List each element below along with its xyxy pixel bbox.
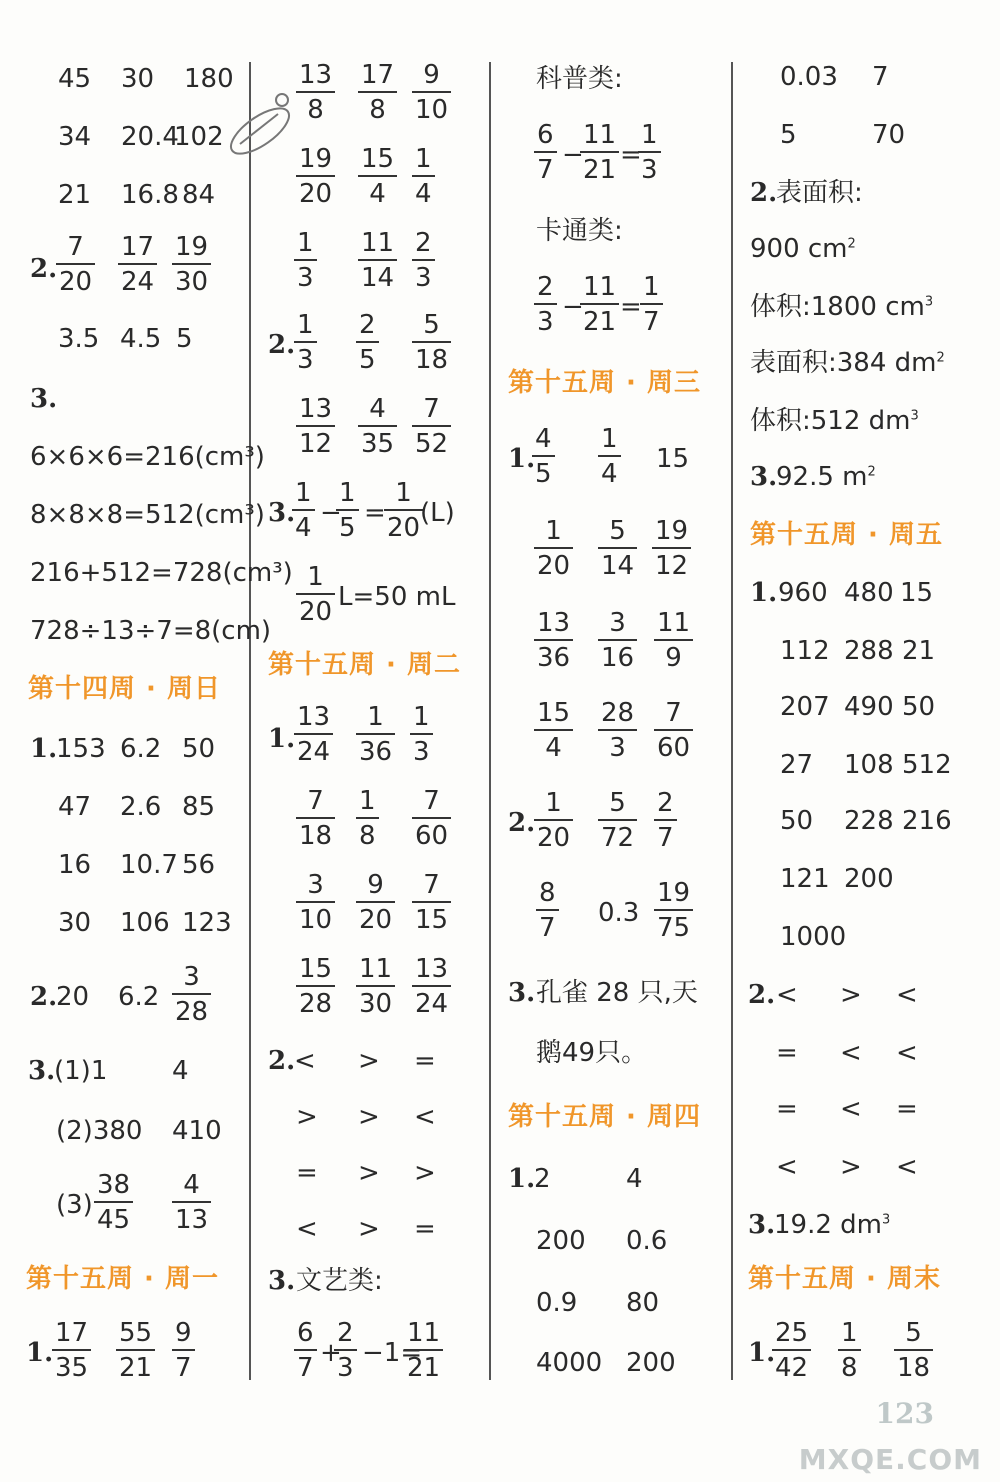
question-number: 2. [268, 330, 296, 360]
fraction: $\frac{15}{4}$ [534, 700, 573, 761]
equals-sign: = [364, 498, 386, 528]
question-number: 3. [508, 978, 536, 1008]
fraction: $\frac{11}{21}$ [580, 274, 619, 335]
fraction: $\frac{1}{20}$ [296, 564, 335, 625]
fraction: $\frac{17}{24}$ [118, 234, 157, 295]
fraction: $\frac{3}{10}$ [296, 872, 335, 933]
fraction: $\frac{9}{10}$ [412, 62, 451, 123]
fraction: $\frac{1}{20}$ [534, 518, 573, 579]
fraction: $\frac{11}{14}$ [358, 230, 397, 291]
section-heading: 第十五周 · 周三 [508, 368, 701, 398]
answer-text: 表面积:384 $dm^2$ [750, 348, 945, 378]
answer-text: 鹅49只。 [536, 1038, 648, 1068]
value: (2)380 [56, 1116, 143, 1146]
fraction: $\frac{7}{15}$ [412, 872, 451, 933]
category-label: 文艺类: [296, 1266, 383, 1296]
value: 180 [184, 64, 234, 94]
fraction: $\frac{19}{75}$ [654, 880, 693, 941]
answer-text: 表面积: [776, 178, 863, 208]
question-number: 3. [268, 1266, 296, 1296]
fraction: $\frac{7}{60}$ [412, 788, 451, 849]
fraction: $\frac{2}{7}$ [654, 790, 677, 851]
value: 0.3 [598, 898, 640, 928]
fraction: $\frac{1}{7}$ [640, 274, 663, 335]
fraction: $\frac{9}{20}$ [356, 872, 395, 933]
question-number: 1. [508, 444, 536, 474]
fraction: $\frac{1}{8}$ [356, 788, 379, 849]
value: 15 [656, 444, 690, 474]
minus-sign: − [320, 498, 342, 528]
column-divider-3 [731, 62, 733, 1380]
fraction: $\frac{8}{7}$ [536, 880, 559, 941]
fraction: $\frac{7}{60}$ [654, 700, 693, 761]
question-number: 1. [508, 1164, 536, 1194]
fraction: $\frac{1}{5}$ [336, 480, 359, 541]
fraction: $\frac{1}{20}$ [534, 790, 573, 851]
fraction: $\frac{6}{7}$ [294, 1320, 317, 1381]
page-number: 123 [875, 1397, 934, 1430]
equals-sign: = [620, 140, 642, 170]
category-label: 卡通类: [536, 216, 623, 246]
question-number: 1. [26, 1338, 54, 1368]
fraction: $\frac{13}{24}$ [412, 956, 451, 1017]
fraction: $\frac{1}{3}$ [410, 704, 433, 765]
calc-line: 6×6×6=216(cm³) [30, 442, 265, 472]
fraction: $\frac{7}{18}$ [296, 788, 335, 849]
fraction: $\frac{28}{3}$ [598, 700, 637, 761]
question-number: 2. [750, 178, 778, 208]
watermark: MXQE.COM [798, 1443, 982, 1476]
fraction: $\frac{2}{3}$ [412, 230, 435, 291]
value: 34 [58, 122, 92, 152]
fraction: $\frac{19}{12}$ [652, 518, 691, 579]
value: (3) [56, 1190, 93, 1220]
value: 410 [172, 1116, 222, 1146]
fraction: $\frac{38}{45}$ [94, 1172, 133, 1233]
fraction: $\frac{25}{42}$ [772, 1320, 811, 1381]
equals-sign: = [620, 292, 642, 322]
value: 6.2 [118, 982, 160, 1012]
value: 5 [176, 324, 193, 354]
calc-line: 8×8×8=512(cm³) [30, 500, 265, 530]
fraction: $\frac{2}{3}$ [334, 1320, 357, 1381]
fraction: $\frac{7}{20}$ [56, 234, 95, 295]
fraction: $\frac{4}{35}$ [358, 396, 397, 457]
fraction: $\frac{19}{20}$ [296, 146, 335, 207]
fraction: $\frac{1}{4}$ [412, 146, 435, 207]
answer-text: 19.2 $dm^3$ [774, 1210, 891, 1240]
question-number: 1. [748, 1338, 776, 1368]
question-number: 1. [30, 734, 58, 764]
category-label: 科普类: [536, 64, 623, 94]
question-number: 1. [268, 724, 296, 754]
calc-line: 728÷13÷7=8(cm) [30, 616, 272, 646]
question-number: 3. [268, 498, 296, 528]
fraction: $\frac{4}{5}$ [532, 426, 555, 487]
answer-text: 孔雀 28 只,天 [536, 978, 698, 1008]
value: 4 [172, 1056, 189, 1086]
fraction: $\frac{1}{4}$ [598, 426, 621, 487]
fraction: $\frac{11}{21}$ [404, 1320, 443, 1381]
fraction: $\frac{1}{20}$ [384, 480, 423, 541]
question-number: 2. [748, 980, 776, 1010]
fraction: $\frac{17}{35}$ [52, 1320, 91, 1381]
fraction: $\frac{5}{14}$ [598, 518, 637, 579]
question-number: 2. [30, 982, 58, 1012]
value: 84 [182, 180, 216, 210]
question-number: 2. [268, 1046, 296, 1076]
fraction: $\frac{11}{30}$ [356, 956, 395, 1017]
value: 4.5 [120, 324, 162, 354]
fraction: $\frac{1}{3}$ [294, 230, 317, 291]
column-divider-2 [489, 62, 491, 1380]
value: 21 [58, 180, 92, 210]
question-number: 2. [508, 808, 536, 838]
fraction: $\frac{19}{30}$ [172, 234, 211, 295]
value: 30 [121, 64, 155, 94]
value: 45 [58, 64, 92, 94]
fraction: $\frac{1}{36}$ [356, 704, 395, 765]
answer-text: L=50 mL [338, 582, 456, 612]
fraction: $\frac{15}{28}$ [296, 956, 335, 1017]
answer-text: 体积:1800 $cm^3$ [750, 292, 934, 322]
question-number: 2. [30, 254, 58, 284]
question-number: 3. [748, 1210, 776, 1240]
question-number: 3. [28, 1056, 56, 1086]
minus-sign: − [562, 140, 584, 170]
section-heading: 第十五周 · 周四 [508, 1102, 701, 1132]
fraction: $\frac{55}{21}$ [116, 1320, 155, 1381]
fraction: $\frac{6}{7}$ [534, 122, 557, 183]
answer-text: 900 $cm^2$ [750, 234, 856, 264]
unit: (L) [420, 498, 455, 528]
value: 102 [174, 122, 224, 152]
pencil-doodle-icon [220, 86, 300, 186]
fraction: $\frac{7}{52}$ [412, 396, 451, 457]
value: 3.5 [58, 324, 100, 354]
operator: −1= [362, 1338, 423, 1368]
fraction: $\frac{13}{24}$ [294, 704, 333, 765]
section-heading: 第十五周 · 周一 [26, 1264, 219, 1294]
answer-text: 体积:512 $dm^3$ [750, 406, 919, 436]
fraction: $\frac{2}{3}$ [534, 274, 557, 335]
fraction: $\frac{3}{16}$ [598, 610, 637, 671]
value: 20 [56, 982, 90, 1012]
fraction: $\frac{3}{28}$ [172, 964, 211, 1025]
question-number: 3. [30, 384, 58, 414]
fraction: $\frac{11}{21}$ [580, 122, 619, 183]
fraction: $\frac{1}{8}$ [838, 1320, 861, 1381]
value: (1)1 [54, 1056, 108, 1086]
fraction: $\frac{11}{9}$ [654, 610, 693, 671]
fraction: $\frac{2}{5}$ [356, 312, 379, 373]
fraction: $\frac{13}{8}$ [296, 62, 335, 123]
plus-sign: + [320, 1338, 342, 1368]
column-divider-1 [249, 62, 251, 1380]
fraction: $\frac{5}{72}$ [598, 790, 637, 851]
section-heading: 第十五周 · 周五 [750, 520, 943, 550]
fraction: $\frac{13}{12}$ [296, 396, 335, 457]
fraction: $\frac{1}{4}$ [292, 480, 315, 541]
calc-line: 216+512=728(cm³) [30, 558, 293, 588]
fraction: $\frac{15}{4}$ [358, 146, 397, 207]
question-number: 1. [750, 578, 778, 608]
value: 20.4 [121, 122, 179, 152]
fraction: $\frac{1}{3}$ [294, 312, 317, 373]
fraction: $\frac{9}{7}$ [172, 1320, 195, 1381]
minus-sign: − [562, 292, 584, 322]
section-heading: 第十五周 · 周末 [748, 1264, 941, 1294]
fraction: $\frac{5}{18}$ [894, 1320, 933, 1381]
fraction: $\frac{5}{18}$ [412, 312, 451, 373]
value: 16.8 [121, 180, 179, 210]
fraction: $\frac{1}{3}$ [638, 122, 661, 183]
fraction: $\frac{4}{13}$ [172, 1172, 211, 1233]
answer-text: 92.5 $m^2$ [776, 462, 876, 492]
section-heading: 第十四周 · 周日 [28, 674, 221, 704]
section-heading: 第十五周 · 周二 [268, 650, 461, 680]
question-number: 3. [750, 462, 778, 492]
fraction: $\frac{13}{36}$ [534, 610, 573, 671]
fraction: $\frac{17}{8}$ [358, 62, 397, 123]
